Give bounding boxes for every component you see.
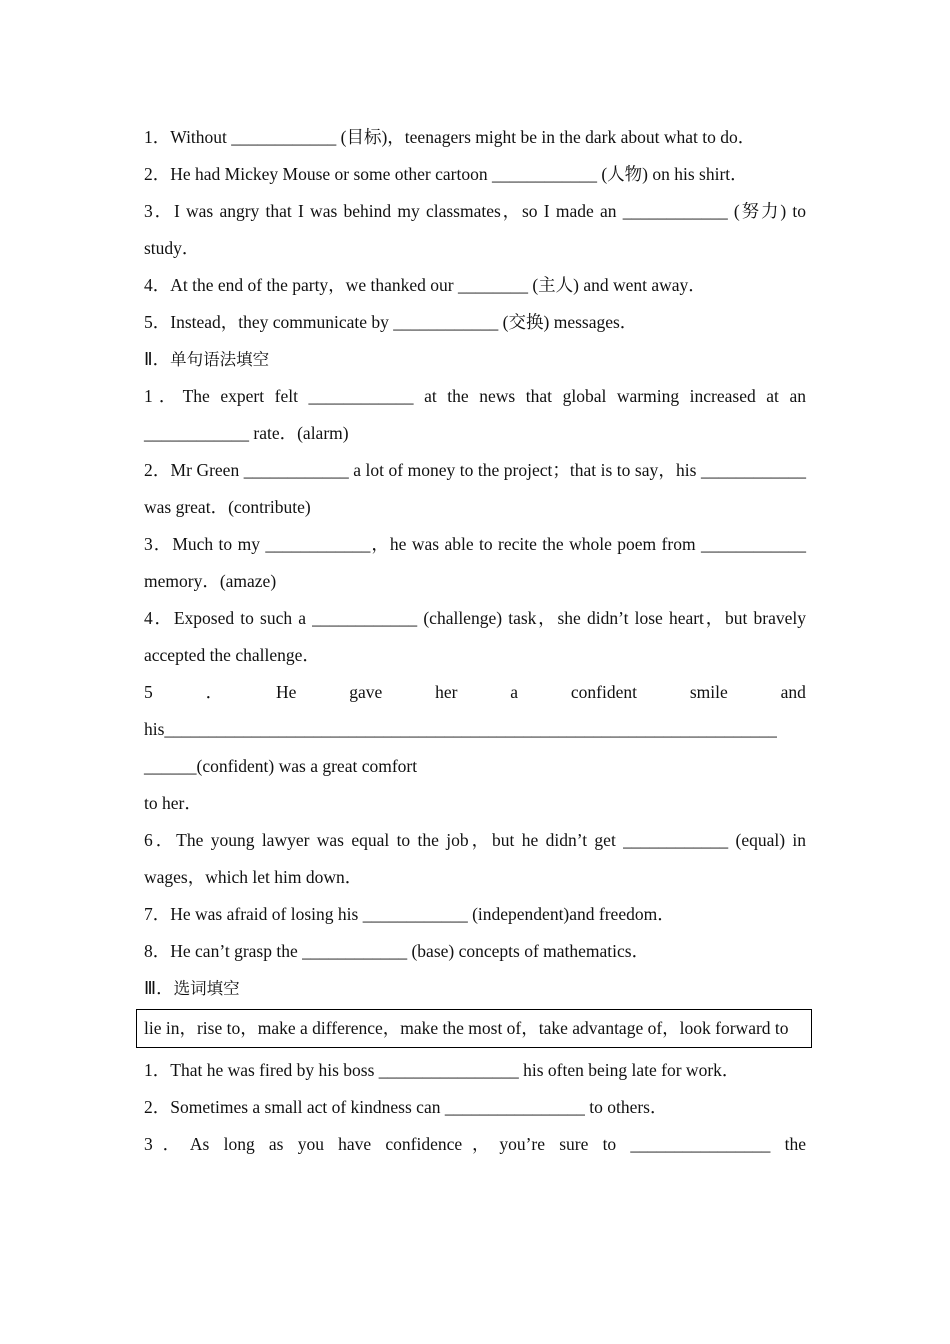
s2-item-5-word: He — [275, 682, 297, 702]
s2-item-6: 6．The young lawyer was equal to the job，but he didn’t get ____________ (equal) in wages，which let him down． — [144, 830, 811, 887]
word-box-text: lie in，rise to，make a difference，make the most of，take advantage of，look forward to — [144, 1018, 789, 1038]
section-2-numeral: Ⅱ． — [144, 349, 171, 369]
s1-item-2: 2．He had Mickey Mouse or some other cartoon ____________ (人物) on his shirt． — [144, 164, 748, 184]
s2-item-5-word: her — [435, 682, 458, 702]
word-box — [136, 1009, 812, 1048]
s1-item-4: 4．At the end of the party，we thanked our ________ (主人) and went away． — [144, 275, 706, 295]
s2-item-5-line2: his______________________________________________________________________ — [144, 719, 777, 739]
s2-item-5-word: smile — [689, 682, 728, 702]
s1-item-1: 1．Without ____________ (目标)，teenagers might be in the dark about what to do． — [144, 127, 756, 147]
s2-item-1: 1．The expert felt ____________ at the news that global warming increased at an ____________ rate．(alarm) — [144, 386, 811, 443]
s2-item-8: 8．He can’t grasp the ____________ (base) concepts of mathematics． — [144, 941, 650, 961]
s2-item-5-word: confident — [570, 682, 637, 702]
section-2-heading — [144, 341, 806, 378]
s1-item-3: 3．I was angry that I was behind my classmates，so I made an ____________ (努力) to study． — [144, 201, 811, 258]
section-3 — [144, 970, 806, 1163]
s3-item-1: 1．That he was fired by his boss ________________ his often being late for work． — [144, 1060, 740, 1080]
s2-item-5-line1 — [144, 674, 806, 711]
s2-item-5-line3: ______(confident) was a great comfort — [144, 756, 418, 776]
section-3-heading — [144, 970, 806, 1007]
s3-item-3: 3．As long as you have confidence，you’re sure to ________________ the — [144, 1134, 806, 1154]
s2-item-5-word: ． — [205, 682, 224, 702]
section-3-title: 选词填空 — [173, 979, 240, 998]
s2-item-5-word: and — [780, 682, 806, 702]
s2-item-2: 2．Mr Green ____________ a lot of money to the project；that is to say，his ____________ was great．(contribute) — [144, 460, 811, 517]
section-2 — [144, 341, 811, 970]
section-2-title: 单句语法填空 — [170, 350, 270, 369]
s2-item-3: 3．Much to my ____________，he was able to recite the whole poem from ____________ memory．(amaze) — [144, 534, 811, 591]
s2-item-5-word: 5 — [144, 682, 153, 702]
s1-item-5: 5．Instead，they communicate by ____________ (交换) messages． — [144, 312, 638, 332]
worksheet-page — [144, 119, 811, 1163]
s2-item-5 — [144, 674, 806, 822]
s3-item-2: 2．Sometimes a small act of kindness can ________________ to others． — [144, 1097, 668, 1117]
s2-item-4: 4．Exposed to such a ____________ (challenge) task，she didn’t lose heart，but bravely accepted the challenge． — [144, 608, 811, 665]
s2-item-7: 7．He was afraid of losing his ____________ (independent)and freedom． — [144, 904, 675, 924]
s2-item-5-line4: to her． — [144, 793, 202, 813]
section-1 — [144, 119, 811, 341]
section-3-numeral: Ⅲ． — [144, 978, 174, 998]
s2-item-5-word: a — [510, 682, 519, 702]
s2-item-5-word: gave — [349, 682, 383, 702]
